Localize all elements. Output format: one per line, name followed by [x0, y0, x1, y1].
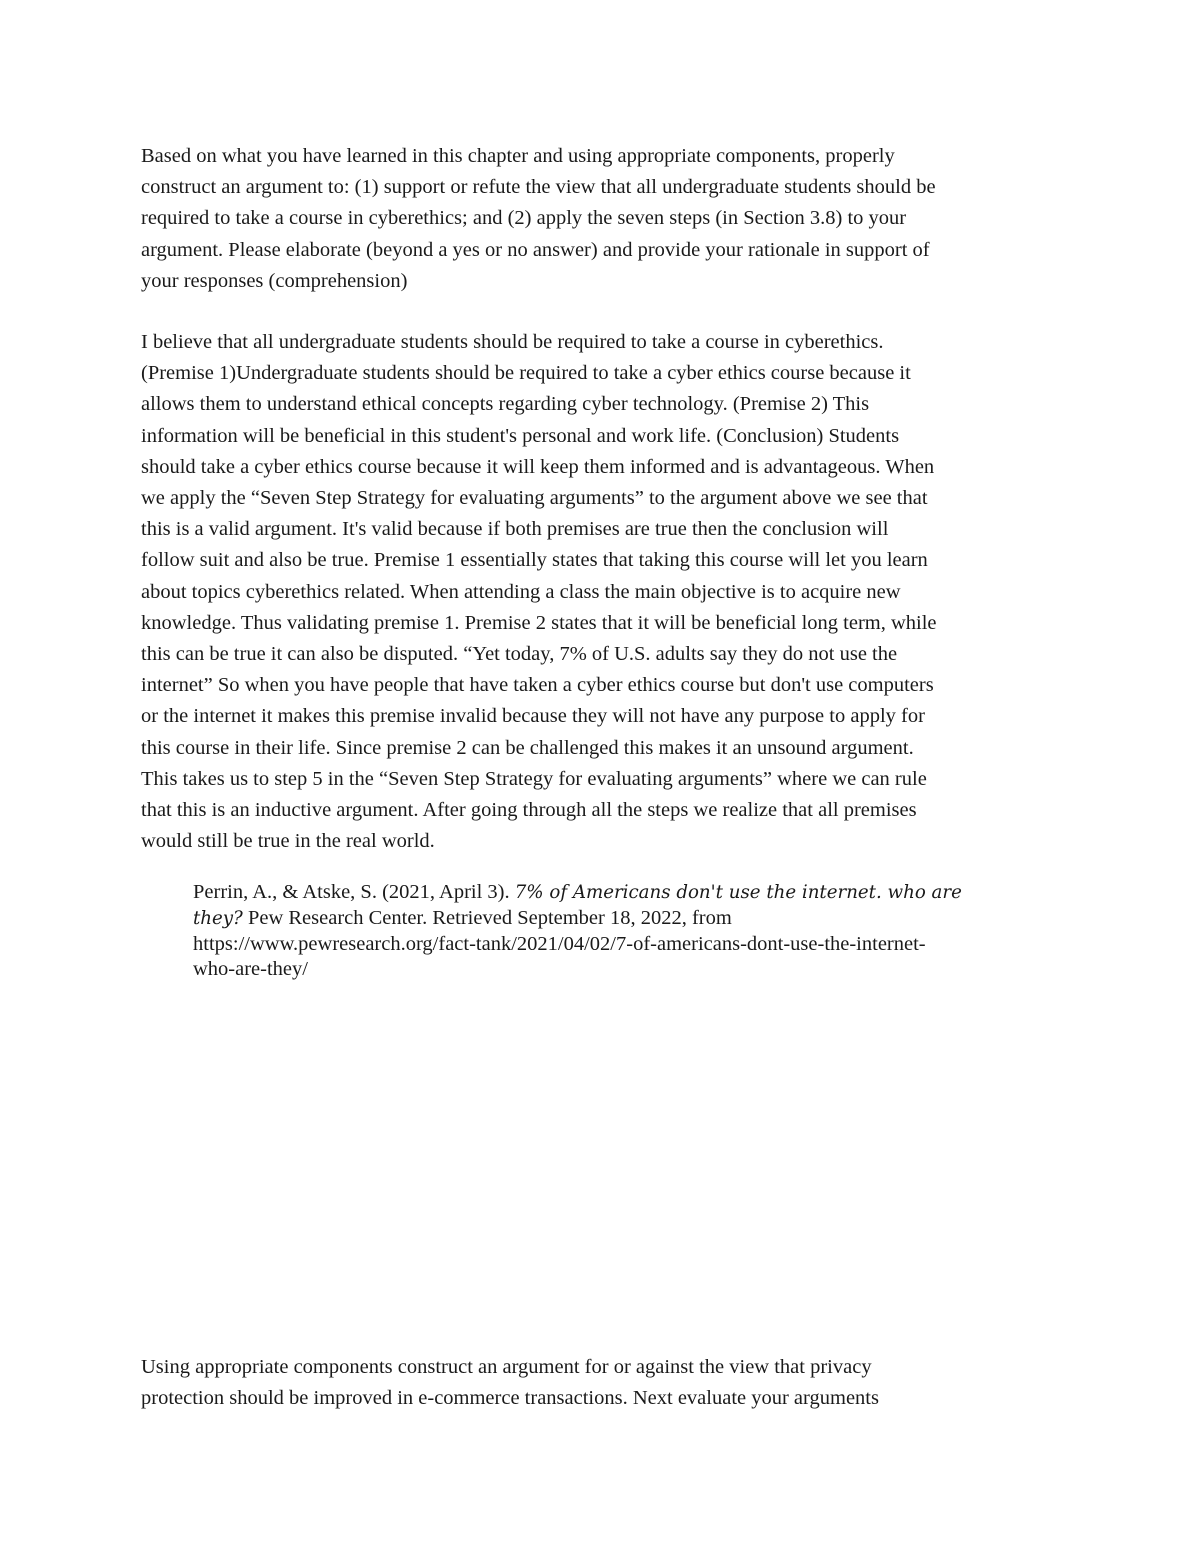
- reference-url-end: who-are-they/: [193, 958, 308, 981]
- question-2-line: Using appropriate components construct an argument for or against the view that privacy: [141, 1356, 872, 1378]
- reference-line-1: [193, 880, 1063, 906]
- question-2-paragraph: [141, 1352, 1071, 1414]
- reference-line-2: [193, 906, 1063, 932]
- answer-line: follow suit and also be true. Premise 1 essentially states that taking this course will let you learn: [141, 549, 928, 572]
- question-2-line: protection should be improved in e-commerce transactions. Next evaluate your arguments: [141, 1387, 879, 1410]
- reference-title: 7% of Americans don't use the internet. who are: [514, 882, 962, 903]
- answer-line: that this is an inductive argument. After going through all the steps we realize that all premises: [141, 799, 917, 822]
- answer-line: knowledge. Thus validating premise 1. Premise 2 states that it will be beneficial long term, while: [141, 611, 937, 634]
- reference-url: https://www.pewresearch.org/fact-tank/2021/04/02/7-of-americans-dont-use-the-internet-: [193, 932, 926, 955]
- answer-line: or the internet it makes this premise invalid because they will not have any purpose to apply for: [141, 705, 925, 728]
- answer-line: this is a valid argument. It's valid because if both premises are true then the conclusion will: [141, 518, 889, 541]
- answer-paragraph: [141, 327, 1071, 857]
- answer-line: information will be beneficial in this student's personal and work life. (Conclusion) Students: [141, 424, 900, 447]
- reference-citation: [193, 880, 1063, 983]
- reference-publisher: Pew Research Center. Retrieved September 18, 2022, from: [242, 906, 732, 929]
- answer-line: this course in their life. Since premise 2 can be challenged this makes it an unsound argument.: [141, 736, 914, 759]
- answer-line: This takes us to step 5 in the “Seven Step Strategy for evaluating arguments” where we can rule: [141, 767, 927, 790]
- answer-line: we apply the “Seven Step Strategy for evaluating arguments” to the argument above we see that: [141, 487, 928, 510]
- reference-authors: Perrin, A., & Atske, S. (2021, April 3).: [193, 881, 515, 903]
- answer-line: I believe that all undergraduate students should be required to take a course in cyberethics.: [141, 331, 884, 353]
- question-1-line: construct an argument to: (1) support or refute the view that all undergraduate students should be: [141, 176, 936, 199]
- answer-line: about topics cyberethics related. When attending a class the main objective is to acquire new: [141, 580, 901, 603]
- answer-line: internet” So when you have people that have taken a cyber ethics course but don't use computers: [141, 674, 934, 697]
- answer-line: this can be true it can also be disputed. “Yet today, 7% of U.S. adults say they do not use the: [141, 643, 898, 666]
- answer-line: should take a cyber ethics course because it will keep them informed and is advantageous. When: [141, 455, 935, 478]
- question-1-line: required to take a course in cyberethics; and (2) apply the seven steps (in Section 3.8) to your: [141, 207, 907, 230]
- reference-title-end: they?: [193, 907, 243, 929]
- answer-line: allows them to understand ethical concepts regarding cyber technology. (Premise 2) This: [141, 393, 870, 416]
- answer-line: would still be true in the real world.: [141, 830, 435, 853]
- question-1-line: argument. Please elaborate (beyond a yes or no answer) and provide your rationale in support of: [141, 238, 930, 261]
- question-1-line: Based on what you have learned in this chapter and using appropriate components, properly: [141, 145, 895, 167]
- question-1-line: your responses (comprehension): [141, 269, 408, 292]
- answer-line: (Premise 1)Undergraduate students should be required to take a cyber ethics course because it: [141, 362, 911, 385]
- question-1-paragraph: [141, 141, 1071, 297]
